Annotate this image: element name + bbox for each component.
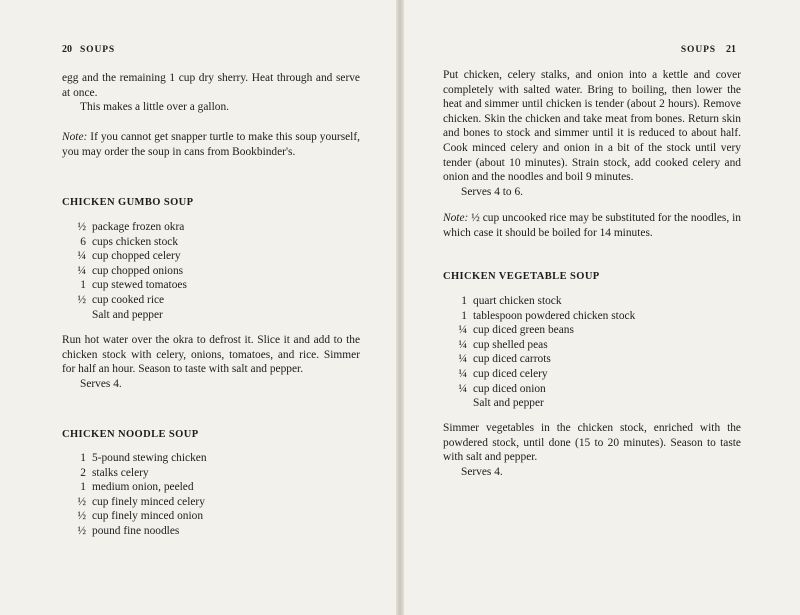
yield-line: This makes a little over a gallon. (80, 101, 229, 114)
note-text: If you cannot get snapper turtle to make this soup yourself, you may order the soup in cans from Bookbinder's. (62, 131, 360, 158)
page-number: 20 (62, 44, 72, 55)
ingredient-row (62, 466, 207, 481)
ingredient-text: tablespoon powdered chicken stock (473, 309, 636, 322)
ingredient-qty (443, 396, 473, 411)
ingredient-row (62, 480, 207, 495)
ingredient-row (443, 396, 635, 411)
gumbo-title (62, 196, 360, 211)
ingredient-text: cup chopped onions (92, 264, 184, 277)
ingredient-qty: ½ (77, 524, 86, 537)
ingredient-text: cup diced onion (473, 382, 546, 395)
noodle-directions-block (443, 68, 741, 199)
ingredient-text: cup diced green beans (473, 324, 574, 337)
ingredient-text: Salt and pepper (473, 397, 544, 410)
ingredient-text: package frozen okra (92, 221, 185, 233)
ingredient-qty: 1 (80, 279, 86, 292)
ingredient-text: cup shelled peas (473, 338, 548, 351)
ingredient-row (443, 382, 635, 397)
vegetable-title (443, 270, 741, 285)
ingredient-text: quart chicken stock (473, 295, 562, 307)
recipe-serves: Serves 4. (461, 465, 503, 478)
page-number: 21 (726, 44, 736, 55)
ingredient-row (443, 323, 635, 338)
recipe-serves: Serves 4 to 6. (461, 185, 524, 198)
ingredient-row (62, 308, 187, 323)
ingredient-row (443, 294, 635, 309)
rice-note (443, 211, 741, 240)
ingredient-row (62, 451, 207, 466)
recipe-directions: Put chicken, celery stalks, and onion into a kettle and cover completely with salted water. Bring to boiling, then lower the heat and simmer until chicken is tender (about 2 hours). Remove chicken. Skin the chicken and take meat from bones. Return skin and bones to stock and simmer until it is reduced to about half. Cook minced celery and onion in a bit of the stock until very tender (about 10 minutes). Strain stock, add cooked celery and onion and the noodles and boil 9 minutes. (443, 69, 741, 184)
ingredient-qty: ¼ (77, 250, 86, 263)
ingredient-row (62, 264, 187, 279)
continued-recipe (62, 71, 360, 115)
ingredient-text: stalks celery (92, 466, 149, 479)
recipe-directions: Simmer vegetables in the chicken stock, enriched with the powdered stock, until done (15 to 20 minutes). Season to taste with salt and pepper. (443, 422, 741, 464)
running-head-title: SOUPS (80, 45, 116, 55)
ingredient-qty: ¼ (458, 324, 467, 337)
ingredient-qty: ½ (77, 221, 86, 233)
ingredient-row (443, 352, 635, 367)
note-label: Note: (443, 212, 469, 224)
ingredient-text: cup finely minced celery (92, 495, 205, 508)
ingredient-row (62, 249, 187, 264)
vegetable-ingredients (443, 294, 635, 411)
ingredient-row (62, 524, 207, 539)
continued-paragraph: egg and the remaining 1 cup dry sherry. Heat through and serve at once. (62, 72, 360, 99)
ingredient-qty: 1 (461, 295, 467, 307)
ingredient-text: cup cooked rice (92, 293, 165, 306)
ingredient-qty: ½ (77, 293, 86, 306)
ingredient-text: cup stewed tomatoes (92, 279, 187, 292)
ingredient-text: cup chopped celery (92, 250, 181, 263)
ingredient-text: medium onion, peeled (92, 481, 194, 494)
left-page (0, 0, 399, 615)
gumbo-directions-block (62, 333, 360, 391)
right-page (401, 0, 800, 615)
ingredient-qty (62, 308, 92, 323)
right-running-head (681, 44, 736, 55)
gumbo-ingredients (62, 220, 187, 322)
note-label: Note: (62, 131, 88, 143)
ingredient-qty: ½ (77, 510, 86, 523)
recipe-directions: Run hot water over the okra to defrost it. Slice it and add to the chicken stock with celery, onions, tomatoes, and rice. Simmer for half an hour. Season to taste with salt and pepper. (62, 334, 360, 376)
ingredient-qty: ¼ (458, 382, 467, 395)
ingredient-qty: ¼ (77, 264, 86, 277)
recipe-title: CHICKEN NOODLE SOUP (62, 429, 199, 440)
ingredient-text: pound fine noodles (92, 524, 180, 537)
ingredient-qty: ¼ (458, 367, 467, 380)
left-running-head (62, 44, 115, 55)
vegetable-directions-block (443, 421, 741, 479)
ingredient-qty: 1 (461, 309, 467, 322)
recipe-title: CHICKEN VEGETABLE SOUP (443, 271, 600, 282)
ingredient-text: cups chicken stock (92, 235, 179, 248)
ingredient-text: Salt and pepper (92, 308, 163, 321)
ingredient-qty: 1 (80, 452, 86, 464)
ingredient-text: cup diced carrots (473, 353, 551, 366)
ingredient-text: cup diced celery (473, 367, 548, 380)
recipe-title: CHICKEN GUMBO SOUP (62, 197, 194, 208)
ingredient-text: cup finely minced onion (92, 510, 204, 523)
noodle-title (62, 428, 360, 443)
ingredient-qty: ¼ (458, 353, 467, 366)
recipe-serves: Serves 4. (80, 377, 122, 390)
ingredient-row (62, 495, 207, 510)
ingredient-row (62, 235, 187, 250)
ingredient-qty: ¼ (458, 338, 467, 351)
noodle-ingredients (62, 451, 207, 539)
ingredient-row (62, 509, 207, 524)
ingredient-qty: 6 (80, 235, 86, 248)
note-text: ½ cup uncooked rice may be substituted for the noodles, in which case it should be boiled for 14 minutes. (443, 212, 741, 239)
ingredient-qty: 1 (80, 481, 86, 494)
turtle-note (62, 130, 360, 159)
ingredient-row (443, 309, 635, 324)
running-head-title: SOUPS (680, 45, 716, 55)
ingredient-qty: 2 (80, 466, 86, 479)
ingredient-text: 5-pound stewing chicken (92, 452, 207, 464)
ingredient-row (62, 278, 187, 293)
ingredient-row (62, 220, 187, 235)
ingredient-qty: ½ (77, 495, 86, 508)
ingredient-row (443, 338, 635, 353)
ingredient-row (62, 293, 187, 308)
ingredient-row (443, 367, 635, 382)
